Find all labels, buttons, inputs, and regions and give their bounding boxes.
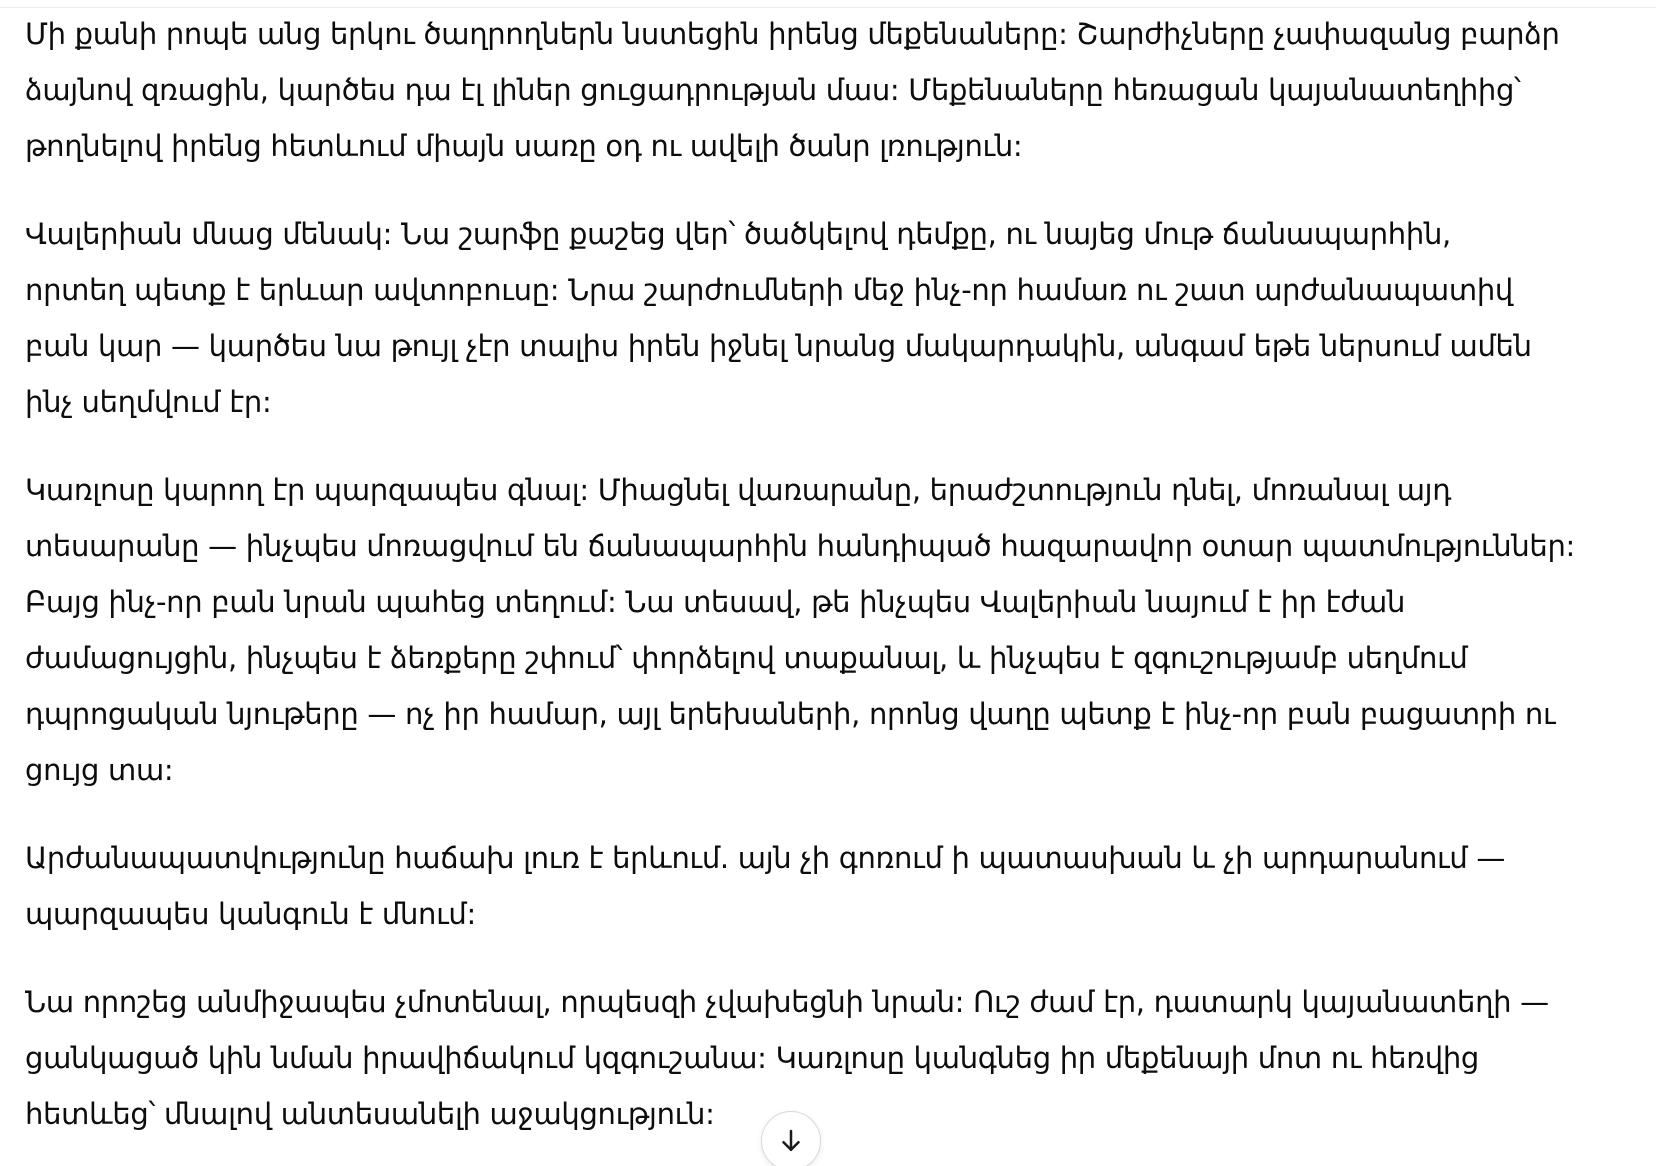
paragraph-1 (25, 6, 1625, 174)
text-line: Վալերիան մնաց մենակ: Նա շարֆը քաշեց վեր՝ ծածկելով դեմքը, ու նայեց մութ ճանապարհին, (25, 217, 1451, 251)
text-line: որտեղ պետք է երևար ավտոբուսը: Նրա շարժումների մեջ ինչ-որ համառ ու շատ արժանապատիվ (25, 273, 1513, 307)
text-line: տեսարանը — ինչպես մոռացվում են ճանապարհին հանդիպած հազարավոր օտար պատմություններ: (25, 529, 1576, 563)
message-content (25, 6, 1625, 1166)
paragraph-5 (25, 974, 1625, 1142)
scroll-to-bottom-button[interactable] (761, 1111, 821, 1166)
paragraph-4 (25, 830, 1625, 942)
arrow-down-icon (776, 1126, 806, 1156)
text-line: բան կար — կարծես նա թույլ չէր տալիս իրեն իջնել նրանց մակարդակին, անգամ եթե ներսում ամեն (25, 329, 1532, 363)
text-line: ժամացույցին, ինչպես է ձեռքերը շփում՝ փորձելով տաքանալ, և ինչպես է զգուշությամբ սեղմում (25, 641, 1468, 675)
paragraph-3 (25, 462, 1625, 798)
text-line: պարզապես կանգուն է մնում: (25, 897, 476, 931)
text-line: դպրոցական նյութերը — ոչ իր համար, այլ երեխաների, որոնց վաղը պետք է ինչ-որ բան բացատրի ու (25, 697, 1556, 731)
text-line: ցանկացած կին նման իրավիճակում կզգուշանա: Կառլոսը կանգնեց իր մեքենայի մոտ ու հեռվից (25, 1041, 1479, 1075)
text-line: հետևեց՝ մնալով անտեսանելի աջակցություն: (25, 1097, 715, 1131)
text-line: Բայց ինչ-որ բան նրան պահեց տեղում: Նա տեսավ, թե ինչպես Վալերիան նայում է իր էժան (25, 585, 1406, 619)
text-line: Մի քանի րոպե անց երկու ծաղրողներն նստեցին իրենց մեքենաները: Շարժիչները չափազանց բարձր (25, 17, 1560, 51)
text-line: թողնելով իրենց հետևում միայն սառը օդ ու ավելի ծանր լռություն: (25, 129, 1023, 163)
text-line: Կառլոսը կարող էր պարզապես գնալ: Միացնել վառարանը, երաժշտություն դնել, մոռանալ այդ (25, 473, 1452, 507)
paragraph-2 (25, 206, 1625, 430)
text-line: ձայնով զռացին, կարծես դա էլ լիներ ցուցադրության մաս: Մեքենաները հեռացան կայանատեղիից՝ (25, 73, 1521, 107)
text-line: Արժանապատվությունը հաճախ լուռ է երևում. այն չի գոռում ի պատասխան և չի արդարանում — (25, 841, 1506, 875)
text-line: Նա որոշեց անմիջապես չմոտենալ, որպեսզի չվախեցնի նրան: Ուշ ժամ էր, դատարկ կայանատեղի — (25, 985, 1549, 1019)
text-line: ցույց տա: (25, 753, 174, 787)
text-line: ինչ սեղմվում էր: (25, 385, 272, 419)
